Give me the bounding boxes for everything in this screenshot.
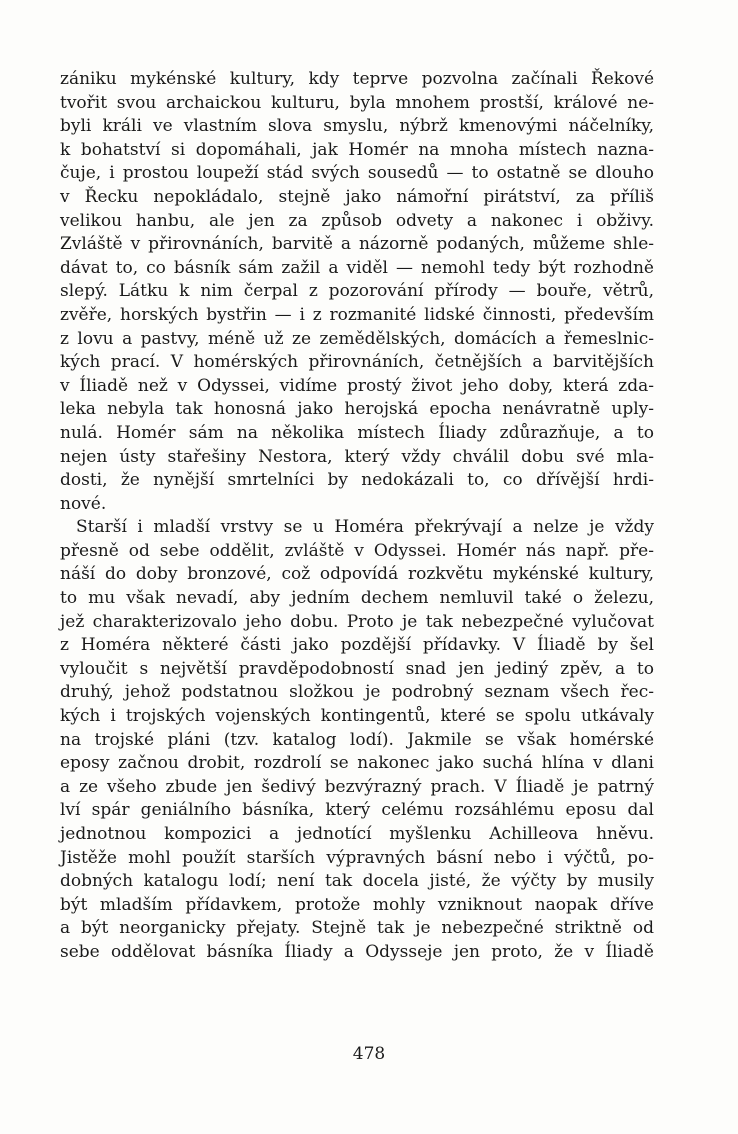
text-line-8: Zvláště v přirovnáních, barvitě a názorně podaných, můžeme shle- bbox=[60, 234, 654, 255]
text-line-27: druhý, jehož podstatnou složkou je podrobný seznam všech řec- bbox=[60, 682, 654, 703]
text-line-1: zániku mykénské kultury, kdy teprve pozvolna začínali Řekové bbox=[60, 69, 654, 89]
text-line-21: přesně od sebe oddělit, zvláště v Odyssei. Homér nás např. pře- bbox=[60, 540, 654, 561]
text-line-17: nejen ústy stařešiny Nestora, který vždy chválil dobu své mla- bbox=[60, 446, 654, 467]
text-line-9: dávat to, co básník sám zažil a viděl — nemohl tedy být rozhodně bbox=[60, 257, 654, 278]
text-line-5: čuje, i prostou loupeží stád svých sousedů — to ostatně se dlouho bbox=[60, 163, 654, 184]
text-line-23: to mu však nevadí, aby jedním dechem nemluvil také o železu, bbox=[60, 588, 654, 609]
text-line-18: dosti, že nynější smrtelníci by nedokázali to, co dřívější hrdi- bbox=[60, 470, 654, 491]
text-line-29: na trojské pláni (tzv. katalog lodí). Jakmile se však homérské bbox=[60, 729, 654, 750]
text-line-4: k bohatství si dopomáhali, jak Homér na mnoha místech nazna- bbox=[60, 139, 654, 160]
text-line-31: a ze všeho zbude jen šedivý bezvýrazný prach. V Íliadě je patrný bbox=[60, 776, 654, 797]
text-line-12: z lovu a pastvy, méně už ze zemědělských, domácích a řemeslnic- bbox=[60, 328, 654, 349]
text-line-16: nulá. Homér sám na několika místech Íliady zdůrazňuje, a to bbox=[60, 422, 654, 443]
text-line-10: slepý. Látku k nim čerpal z pozorování přírody — bouře, větrů, bbox=[60, 281, 654, 302]
text-line-37: a být neorganicky přejaty. Stejně tak je nebezpečné striktně od bbox=[60, 918, 654, 939]
text-line-11: zvěře, horských bystřin — i z rozmanité lidské činnosti, především bbox=[60, 304, 654, 325]
text-line-38: sebe oddělovat básníka Íliady a Odysseje jen proto, že v Íliadě bbox=[60, 941, 654, 962]
text-line-35: dobných katalogu lodí; není tak docela jisté, že výčty by musily bbox=[60, 871, 654, 892]
text-line-28: kých i trojských vojenských kontingentů, které se spolu utkávaly bbox=[60, 706, 654, 727]
text-line-19: nové. bbox=[60, 493, 107, 514]
text-line-24: jež charakterizovalo jeho dobu. Proto je tak nebezpečné vylučovat bbox=[60, 611, 654, 632]
page-number: 478 bbox=[352, 1044, 386, 1064]
text-line-3: byli králi ve vlastním slova smyslu, nýbrž kmenovými náčelníky, bbox=[60, 116, 654, 137]
text-line-36: být mladším přídavkem, protože mohly vzniknout naopak dříve bbox=[60, 894, 654, 915]
text-line-2: tvořit svou archaickou kulturu, byla mnohem prostší, králové ne- bbox=[60, 92, 654, 113]
text-line-15: leka nebyla tak honosná jako herojská epocha nenávratně uply- bbox=[60, 399, 654, 420]
body-text bbox=[60, 68, 654, 965]
text-line-26: vyloučit s největší pravděpodobností snad jen jediný zpěv, a to bbox=[60, 658, 654, 679]
text-line-6: v Řecku nepokládalo, stejně jako námořní pirátství, za příliš bbox=[60, 186, 654, 207]
text-line-25: z Homéra některé části jako pozdější přídavky. V Íliadě by šel bbox=[60, 635, 654, 656]
text-line-34: Jistěže mohl použít starších výpravných básní nebo i výčtů, po- bbox=[60, 847, 654, 868]
text-line-22: náší do doby bronzové, což odpovídá rozkvětu mykénské kultury, bbox=[60, 564, 654, 585]
text-line-32: lví spár geniálního básníka, který celému rozsáhlému eposu dal bbox=[60, 800, 654, 821]
text-line-20: Starší i mladší vrstvy se u Homéra překrývají a nelze je vždy bbox=[76, 517, 654, 538]
text-line-33: jednotnou kompozici a jednotící myšlenku Achilleova hněvu. bbox=[60, 824, 654, 844]
text-line-30: eposy začnou drobit, rozdrolí se nakonec jako suchá hlína v dlani bbox=[60, 753, 654, 774]
text-line-7: velikou hanbu, ale jen za způsob odvety a nakonec i obživy. bbox=[60, 210, 654, 231]
text-line-13: kých prací. V homérských přirovnáních, četnějších a barvitějších bbox=[60, 352, 654, 373]
text-line-14: v Íliadě než v Odyssei, vidíme prostý život jeho doby, která zda- bbox=[60, 375, 654, 396]
